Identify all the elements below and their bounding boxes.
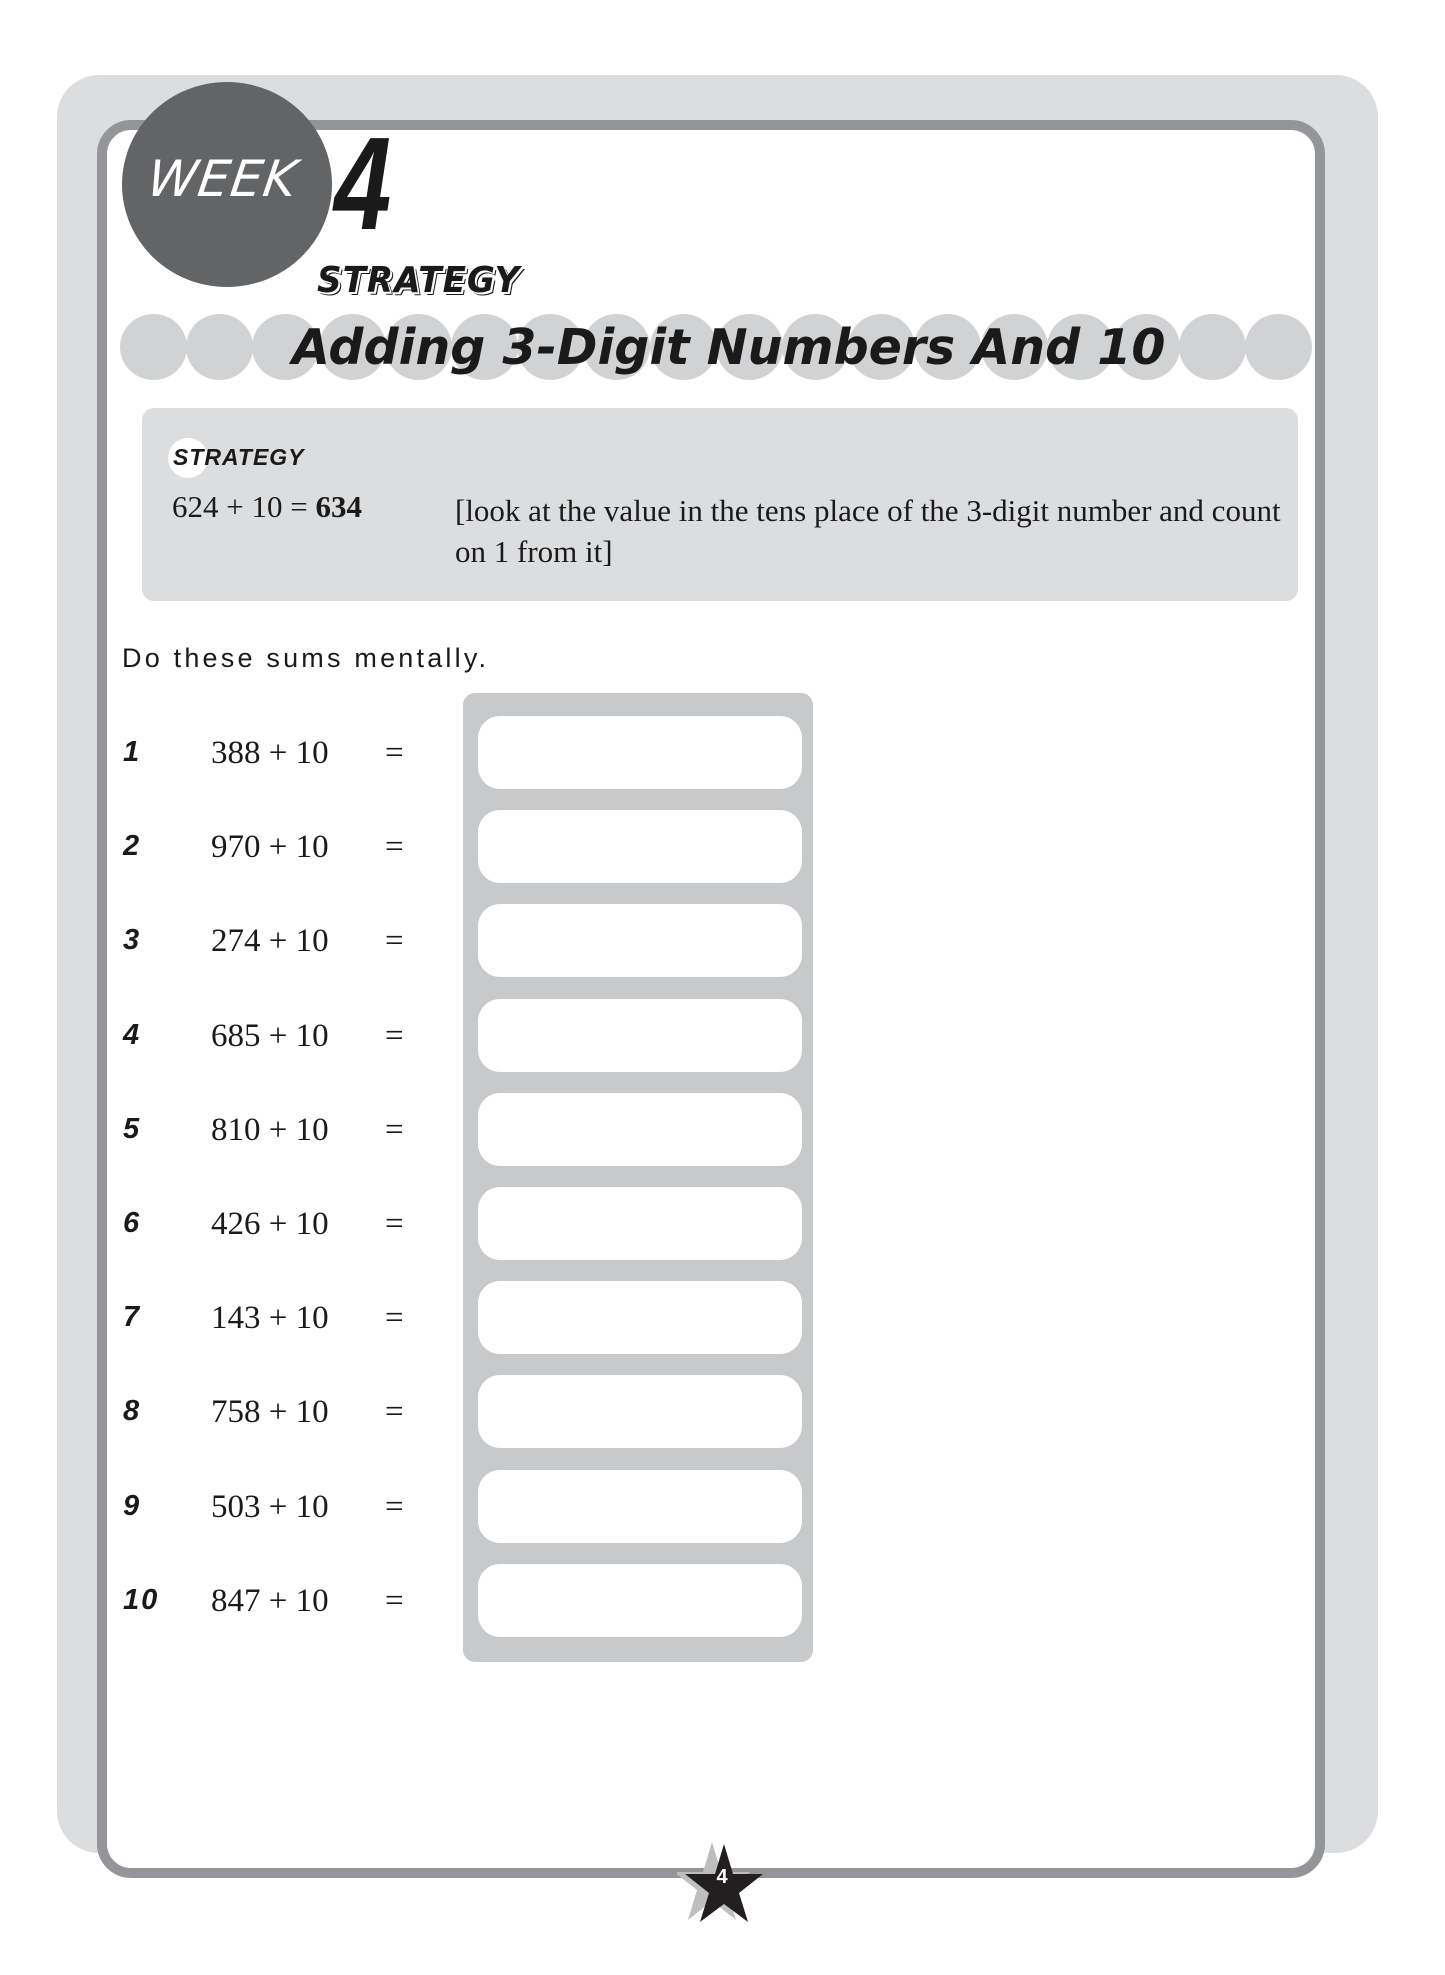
question-expression: 847 + 10 [211,1582,329,1619]
strategy-note: [look at the value in the tens place of the 3-digit number and count on 1 from it] [455,493,1281,569]
question-expression: 503 + 10 [211,1488,329,1525]
instructions: Do these sums mentally. [122,643,490,673]
answer-input[interactable] [478,1375,802,1448]
equals-sign: = [385,1582,404,1619]
question-number: 3 [123,924,142,957]
strategy-label: STRATEGY [173,444,305,470]
answer-input[interactable] [478,716,802,789]
equals-sign: = [385,1394,404,1431]
question-number: 8 [123,1395,142,1428]
strategy-example [172,490,362,524]
section-heading: STRATEGY [317,260,521,301]
equals-sign: = [385,923,404,960]
page-number: 4 [716,1866,728,1888]
week-number: 4 [334,110,392,257]
question-expression: 388 + 10 [211,735,329,771]
title-band-circle [120,314,187,380]
question-number: 2 [123,830,142,863]
question-expression: 685 + 10 [211,1017,329,1054]
question-expression: 970 + 10 [211,829,329,866]
page-title: Adding 3-Digit Numbers And 10 [292,319,1166,376]
question-expression: 758 + 10 [211,1394,329,1431]
question-number: 1 [123,736,142,768]
answer-input[interactable] [478,1281,802,1354]
example-answer: 634 [315,489,362,524]
answer-input[interactable] [478,1564,802,1637]
equals-sign: = [385,735,404,771]
question-number: 10 [123,1583,160,1616]
title-band-circle [1179,314,1246,380]
equals-sign: = [385,1111,404,1148]
week-badge [122,82,332,287]
equals-sign: = [385,1488,404,1525]
week-label: WEEK [144,149,302,208]
question-number: 9 [123,1489,142,1522]
answer-input[interactable] [478,810,802,883]
example-expression: 624 + 10 = [172,489,316,524]
answer-input[interactable] [478,1470,802,1543]
equals-sign: = [385,829,404,866]
question-number: 6 [123,1207,142,1239]
question-expression: 810 + 10 [211,1111,329,1148]
answer-input[interactable] [478,1093,802,1166]
question-expression: 143 + 10 [211,1300,329,1337]
question-number: 7 [123,1301,142,1334]
title-band-circle [1245,314,1312,380]
equals-sign: = [385,1017,404,1054]
question-number: 5 [123,1112,142,1145]
question-expression: 426 + 10 [211,1206,329,1242]
answer-input[interactable] [478,904,802,977]
question-number: 4 [123,1018,142,1051]
equals-sign: = [385,1206,404,1242]
answer-input[interactable] [478,1187,802,1260]
answer-input[interactable] [478,999,802,1072]
question-expression: 274 + 10 [211,923,329,960]
equals-sign: = [385,1300,404,1337]
title-band-circle [186,314,253,380]
